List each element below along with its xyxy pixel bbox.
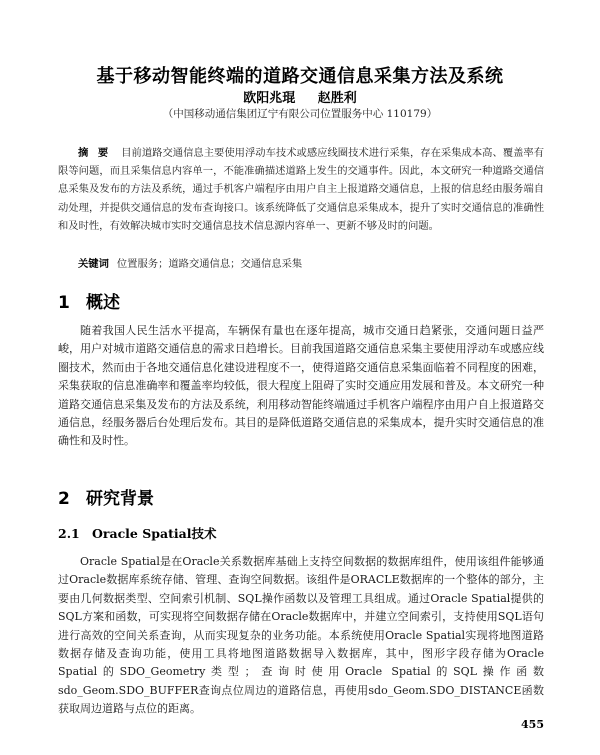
keywords <box>78 255 302 270</box>
subsection-2-1-title: Oracle Spatial技术 <box>92 526 217 541</box>
subsection-2-1-number: 2.1 <box>58 526 80 541</box>
paper-affiliation: （中国移动通信集团辽宁有限公司位置服务中心 110179） <box>162 108 438 120</box>
page-number: 455 <box>521 718 544 731</box>
subsection-2-1-heading <box>58 524 216 542</box>
section-1-heading <box>58 288 120 313</box>
keywords-label: 关键词 <box>78 258 109 270</box>
abstract-text: 目前道路交通信息主要使用浮动车技术或感应线圈技术进行采集，存在采集成本高、覆盖率有限等问题，而且采集信息内容单一，不能准确描述道路上发生的交通事件。因此，本文研究一种道路交通信息采集及发布的方法及系统，通过手机客户端程序由用户自主上报道路交通信息，上报的信息经由服务端自动处理，并提供交通信息的发布查询接口。该系统降低了交通信息采集成本，提升了实时交通信息的准确性和及时性，有效解决城市实时交通信息技术信息源内容单一、更新不够及时的问题。 <box>58 147 545 232</box>
section-1-body: 随着我国人民生活水平提高，车辆保有量也在逐年提高，城市交通日趋紧张，交通问题日益严峻，用户对城市道路交通信息的需求日趋增长。目前我国道路交通信息采集主要使用浮动车或感应线圈技术，然而由于各地交通信息化建设进程度不一，使得道路交通信息采集面临着不同程度的困难，采集获取的信息准确率和覆盖率均较低，很大程度上阻碍了实时交通应用发展和普及。本文研究一种道路交通信息采集及发布的方法及系统，利用移动智能终端通过手机客户端程序由用户自上报道路交通信息，经服务器后台处理后发布。其目的是降低道路交通信息的采集成本，提升实时交通信息的准确性和及时性。 <box>58 324 544 448</box>
keywords-text: 位置服务；道路交通信息；交通信息采集 <box>116 258 303 270</box>
section-2-heading <box>58 484 154 509</box>
section-2-number: 2 <box>58 489 70 509</box>
subsection-2-1-body: Oracle Spatial是在Oracle关系数据库基础上支持空间数据的数据库组件，使用该组件能够通过Oracle数据库系统存储、管理、查询空间数据。该组件是ORACLE数据库的一个整体的部分，主要由几何数据类型、空间索引机制、SQL操作函数以及管理工具组成。通过Oracle Spatial提供的SQL方案和函数，可实现将空间数据存储在Oracle数据库中，并建立空间索引，支持使用SQL语句进行高效的空间关系查询，从而实现复杂的业务功能。本系统使用Oracle Spatial实现将地图道路数据存储及查询功能，使用工具将地图道路数据导入数据库，其中，图形字段存储为Oracle Spatial的SDO_Geometry类型；查询时使用Oracle Spatial的SQL操作函数sdo_Geom.SDO_BUFFER查询点位周边的道路信息，再使用sdo_Geom.SDO_DISTANCE函数获取周边道路与点位的距离。 <box>58 555 544 716</box>
abstract <box>58 144 544 235</box>
section-1-title: 概述 <box>86 293 120 313</box>
paper-title: 基于移动智能终端的道路交通信息采集方法及系统 <box>96 66 504 87</box>
abstract-label: 摘 要 <box>78 147 112 159</box>
section-2-title: 研究背景 <box>86 489 154 509</box>
section-1-number: 1 <box>58 293 70 313</box>
paper-authors: 欧阳兆琨 赵胜利 <box>243 91 357 106</box>
